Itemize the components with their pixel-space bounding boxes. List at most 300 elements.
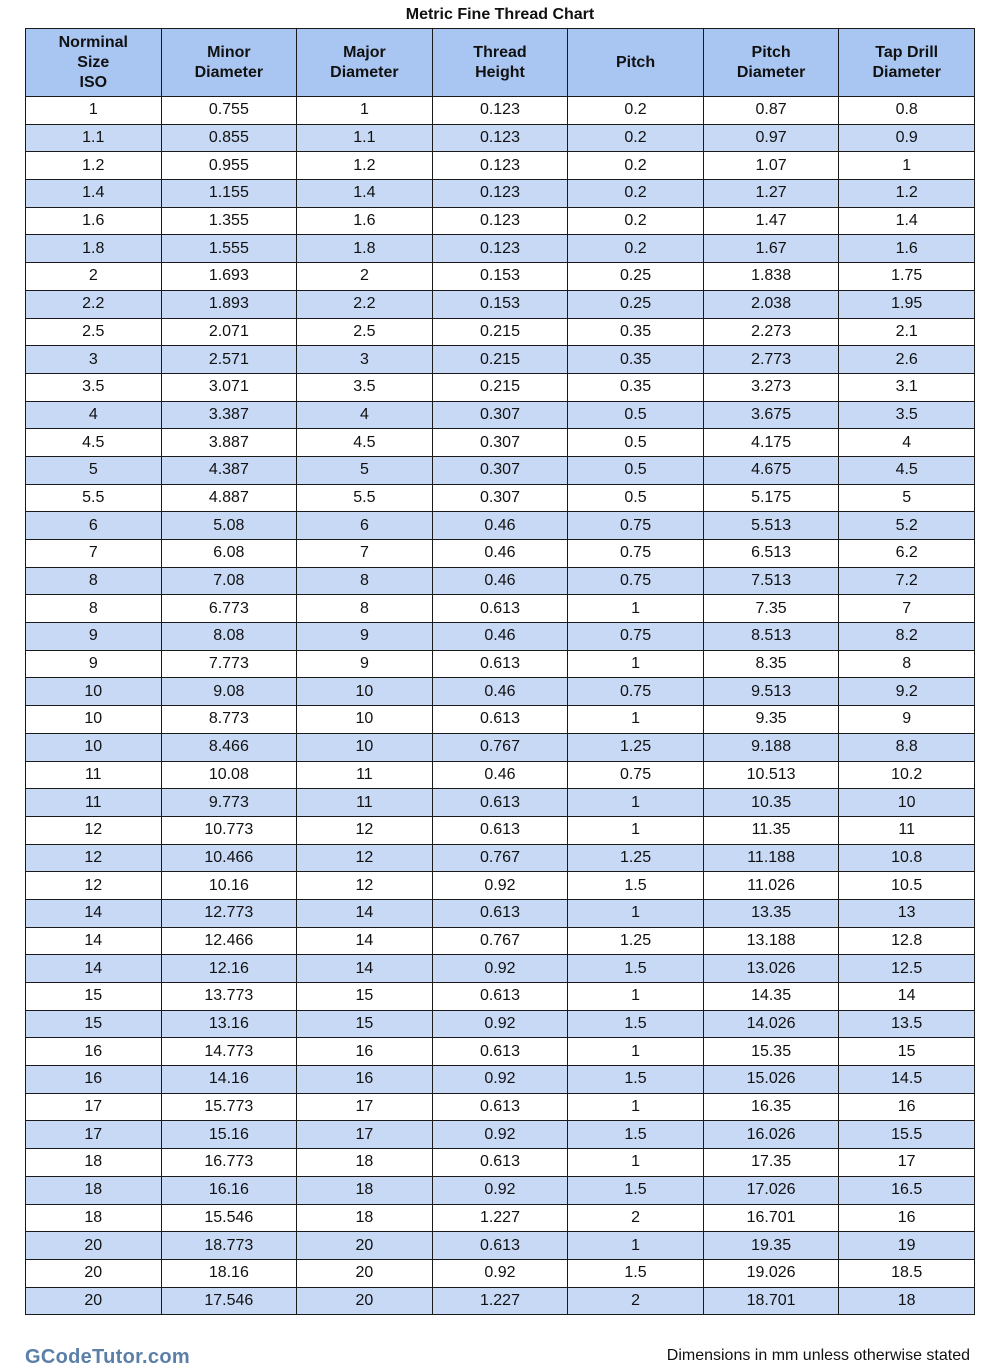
table-cell: 1 xyxy=(568,789,704,817)
table-cell: 2.038 xyxy=(703,290,839,318)
table-cell: 4.387 xyxy=(161,456,297,484)
table-cell: 12 xyxy=(297,816,433,844)
table-cell: 12.466 xyxy=(161,927,297,955)
table-row xyxy=(26,318,975,346)
table-cell: 1 xyxy=(568,706,704,734)
table-cell: 2 xyxy=(568,1204,704,1232)
table-cell: 0.2 xyxy=(568,97,704,125)
table-row xyxy=(26,290,975,318)
table-row xyxy=(26,761,975,789)
table-cell: 1.25 xyxy=(568,733,704,761)
table-cell: 8.8 xyxy=(839,733,975,761)
table-cell: 0.75 xyxy=(568,512,704,540)
table-cell: 9.513 xyxy=(703,678,839,706)
table-row xyxy=(26,180,975,208)
table-cell: 11 xyxy=(26,789,162,817)
table-cell: 0.92 xyxy=(432,872,568,900)
table-row xyxy=(26,789,975,817)
table-cell: 9.773 xyxy=(161,789,297,817)
table-cell: 4 xyxy=(297,401,433,429)
table-row xyxy=(26,1232,975,1260)
table-row xyxy=(26,512,975,540)
table-cell: 17 xyxy=(297,1121,433,1149)
table-cell: 1.693 xyxy=(161,263,297,291)
table-cell: 16 xyxy=(26,1066,162,1094)
table-cell: 1 xyxy=(568,1093,704,1121)
table-cell: 13.188 xyxy=(703,927,839,955)
table-cell: 1.5 xyxy=(568,1176,704,1204)
table-cell: 1.95 xyxy=(839,290,975,318)
table-cell: 0.92 xyxy=(432,1010,568,1038)
table-cell: 1 xyxy=(568,1232,704,1260)
table-cell: 1.5 xyxy=(568,1259,704,1287)
table-cell: 0.215 xyxy=(432,318,568,346)
table-cell: 0.123 xyxy=(432,124,568,152)
table-cell: 11.188 xyxy=(703,844,839,872)
table-row xyxy=(26,844,975,872)
table-cell: 10.35 xyxy=(703,789,839,817)
table-cell: 15.546 xyxy=(161,1204,297,1232)
table-cell: 1 xyxy=(568,650,704,678)
table-cell: 11 xyxy=(297,761,433,789)
table-cell: 18 xyxy=(297,1176,433,1204)
table-row xyxy=(26,429,975,457)
table-cell: 10 xyxy=(26,733,162,761)
table-cell: 0.5 xyxy=(568,456,704,484)
table-cell: 9 xyxy=(839,706,975,734)
column-header: Major Diameter xyxy=(297,29,433,97)
table-cell: 3.273 xyxy=(703,373,839,401)
table-row xyxy=(26,650,975,678)
column-header: Minor Diameter xyxy=(161,29,297,97)
table-cell: 16.773 xyxy=(161,1149,297,1177)
table-row xyxy=(26,97,975,125)
table-cell: 17.026 xyxy=(703,1176,839,1204)
table-cell: 12.773 xyxy=(161,899,297,927)
table-cell: 2.5 xyxy=(297,318,433,346)
table-cell: 14.026 xyxy=(703,1010,839,1038)
table-cell: 0.92 xyxy=(432,955,568,983)
table-cell: 3.887 xyxy=(161,429,297,457)
table-cell: 7.08 xyxy=(161,567,297,595)
table-cell: 0.46 xyxy=(432,512,568,540)
table-cell: 0.215 xyxy=(432,373,568,401)
table-cell: 14.5 xyxy=(839,1066,975,1094)
table-row xyxy=(26,595,975,623)
table-row xyxy=(26,1010,975,1038)
table-cell: 5.2 xyxy=(839,512,975,540)
table-cell: 12.16 xyxy=(161,955,297,983)
table-cell: 0.215 xyxy=(432,346,568,374)
table-cell: 0.613 xyxy=(432,1093,568,1121)
table-cell: 0.123 xyxy=(432,180,568,208)
table-cell: 4.5 xyxy=(26,429,162,457)
table-cell: 20 xyxy=(26,1259,162,1287)
table-cell: 8.513 xyxy=(703,623,839,651)
table-cell: 11 xyxy=(26,761,162,789)
table-cell: 10.08 xyxy=(161,761,297,789)
table-cell: 1.155 xyxy=(161,180,297,208)
table-row xyxy=(26,124,975,152)
table-cell: 13.16 xyxy=(161,1010,297,1038)
table-cell: 1.5 xyxy=(568,1010,704,1038)
table-row xyxy=(26,706,975,734)
table-cell: 15.026 xyxy=(703,1066,839,1094)
table-cell: 5.513 xyxy=(703,512,839,540)
table-cell: 16 xyxy=(839,1093,975,1121)
table-cell: 0.35 xyxy=(568,373,704,401)
table-cell: 4.175 xyxy=(703,429,839,457)
table-cell: 2.2 xyxy=(26,290,162,318)
table-cell: 9 xyxy=(26,623,162,651)
table-cell: 10 xyxy=(297,733,433,761)
table-cell: 14 xyxy=(26,899,162,927)
table-cell: 6 xyxy=(26,512,162,540)
table-cell: 15.773 xyxy=(161,1093,297,1121)
table-cell: 3 xyxy=(297,346,433,374)
table-cell: 1 xyxy=(568,899,704,927)
table-cell: 12 xyxy=(26,872,162,900)
table-row xyxy=(26,1149,975,1177)
table-cell: 0.613 xyxy=(432,595,568,623)
table-cell: 0.613 xyxy=(432,816,568,844)
column-header: Tap Drill Diameter xyxy=(839,29,975,97)
table-cell: 17 xyxy=(839,1149,975,1177)
table-cell: 0.307 xyxy=(432,484,568,512)
table-cell: 20 xyxy=(26,1232,162,1260)
table-cell: 11.35 xyxy=(703,816,839,844)
table-row xyxy=(26,1121,975,1149)
table-cell: 0.9 xyxy=(839,124,975,152)
table-cell: 5 xyxy=(297,456,433,484)
table-cell: 0.955 xyxy=(161,152,297,180)
table-cell: 0.2 xyxy=(568,180,704,208)
table-cell: 0.613 xyxy=(432,983,568,1011)
table-cell: 4 xyxy=(839,429,975,457)
table-cell: 18.5 xyxy=(839,1259,975,1287)
table-cell: 1.6 xyxy=(297,207,433,235)
table-cell: 8.773 xyxy=(161,706,297,734)
table-cell: 0.613 xyxy=(432,650,568,678)
table-cell: 1.5 xyxy=(568,955,704,983)
table-row xyxy=(26,540,975,568)
table-cell: 3.387 xyxy=(161,401,297,429)
table-cell: 2 xyxy=(568,1287,704,1315)
table-cell: 0.5 xyxy=(568,401,704,429)
table-cell: 12.5 xyxy=(839,955,975,983)
table-cell: 1.5 xyxy=(568,872,704,900)
table-cell: 3.675 xyxy=(703,401,839,429)
table-cell: 17 xyxy=(26,1121,162,1149)
table-cell: 0.613 xyxy=(432,899,568,927)
table-cell: 0.46 xyxy=(432,540,568,568)
table-cell: 9.35 xyxy=(703,706,839,734)
table-cell: 0.46 xyxy=(432,623,568,651)
table-cell: 0.2 xyxy=(568,124,704,152)
table-cell: 0.613 xyxy=(432,706,568,734)
table-cell: 5.5 xyxy=(26,484,162,512)
table-cell: 13 xyxy=(839,899,975,927)
table-cell: 1 xyxy=(568,1149,704,1177)
table-row xyxy=(26,567,975,595)
table-cell: 14.35 xyxy=(703,983,839,1011)
table-cell: 7 xyxy=(297,540,433,568)
table-cell: 0.2 xyxy=(568,207,704,235)
table-cell: 1.4 xyxy=(26,180,162,208)
table-cell: 0.97 xyxy=(703,124,839,152)
table-cell: 8 xyxy=(26,567,162,595)
table-cell: 0.8 xyxy=(839,97,975,125)
table-cell: 17.35 xyxy=(703,1149,839,1177)
table-cell: 19.026 xyxy=(703,1259,839,1287)
table-row xyxy=(26,401,975,429)
table-cell: 18 xyxy=(297,1204,433,1232)
table-cell: 17 xyxy=(26,1093,162,1121)
table-cell: 0.613 xyxy=(432,1149,568,1177)
table-cell: 1.75 xyxy=(839,263,975,291)
table-row xyxy=(26,235,975,263)
table-cell: 0.75 xyxy=(568,623,704,651)
table-row xyxy=(26,484,975,512)
table-row xyxy=(26,373,975,401)
table-cell: 5.5 xyxy=(297,484,433,512)
table-cell: 12 xyxy=(297,872,433,900)
table-row xyxy=(26,955,975,983)
table-cell: 0.46 xyxy=(432,567,568,595)
table-cell: 1 xyxy=(839,152,975,180)
table-cell: 1.2 xyxy=(26,152,162,180)
table-cell: 0.613 xyxy=(432,789,568,817)
table-cell: 7.773 xyxy=(161,650,297,678)
table-cell: 2.1 xyxy=(839,318,975,346)
table-cell: 0.25 xyxy=(568,290,704,318)
table-cell: 4.5 xyxy=(839,456,975,484)
table-cell: 8 xyxy=(297,567,433,595)
table-cell: 3 xyxy=(26,346,162,374)
table-cell: 0.87 xyxy=(703,97,839,125)
table-cell: 10.16 xyxy=(161,872,297,900)
table-row xyxy=(26,899,975,927)
table-cell: 10.466 xyxy=(161,844,297,872)
table-cell: 18 xyxy=(26,1204,162,1232)
table-cell: 16 xyxy=(26,1038,162,1066)
table-row xyxy=(26,678,975,706)
thread-table xyxy=(25,28,975,1315)
table-cell: 4.675 xyxy=(703,456,839,484)
table-cell: 0.75 xyxy=(568,761,704,789)
table-cell: 0.767 xyxy=(432,927,568,955)
table-cell: 16.701 xyxy=(703,1204,839,1232)
table-cell: 7 xyxy=(26,540,162,568)
table-cell: 1 xyxy=(297,97,433,125)
table-cell: 4 xyxy=(26,401,162,429)
table-cell: 10.773 xyxy=(161,816,297,844)
table-cell: 19.35 xyxy=(703,1232,839,1260)
table-cell: 15 xyxy=(26,983,162,1011)
table-cell: 5 xyxy=(26,456,162,484)
table-cell: 18 xyxy=(839,1287,975,1315)
table-cell: 18 xyxy=(26,1176,162,1204)
table-row xyxy=(26,1066,975,1094)
table-row xyxy=(26,1093,975,1121)
table-row xyxy=(26,1176,975,1204)
table-cell: 12.8 xyxy=(839,927,975,955)
table-cell: 1.893 xyxy=(161,290,297,318)
table-cell: 18.701 xyxy=(703,1287,839,1315)
table-cell: 0.767 xyxy=(432,733,568,761)
table-cell: 10 xyxy=(297,678,433,706)
table-cell: 16 xyxy=(297,1038,433,1066)
table-cell: 0.307 xyxy=(432,429,568,457)
table-cell: 0.92 xyxy=(432,1121,568,1149)
table-cell: 1.6 xyxy=(839,235,975,263)
table-row xyxy=(26,816,975,844)
table-cell: 1.8 xyxy=(297,235,433,263)
table-row xyxy=(26,733,975,761)
table-cell: 4.887 xyxy=(161,484,297,512)
table-cell: 7.513 xyxy=(703,567,839,595)
table-cell: 0.2 xyxy=(568,235,704,263)
table-cell: 18 xyxy=(26,1149,162,1177)
table-cell: 7.2 xyxy=(839,567,975,595)
table-cell: 0.613 xyxy=(432,1038,568,1066)
column-header: Pitch Diameter xyxy=(703,29,839,97)
table-cell: 6 xyxy=(297,512,433,540)
table-cell: 5.175 xyxy=(703,484,839,512)
table-cell: 1.227 xyxy=(432,1287,568,1315)
table-row xyxy=(26,927,975,955)
table-cell: 1.4 xyxy=(839,207,975,235)
table-row xyxy=(26,623,975,651)
table-cell: 14 xyxy=(297,955,433,983)
table-row xyxy=(26,207,975,235)
table-cell: 0.35 xyxy=(568,318,704,346)
table-cell: 1.1 xyxy=(26,124,162,152)
table-cell: 1.25 xyxy=(568,844,704,872)
table-cell: 15 xyxy=(26,1010,162,1038)
table-cell: 10 xyxy=(26,678,162,706)
table-cell: 10 xyxy=(26,706,162,734)
table-cell: 1.25 xyxy=(568,927,704,955)
table-cell: 8 xyxy=(297,595,433,623)
table-cell: 11 xyxy=(297,789,433,817)
table-cell: 1 xyxy=(568,595,704,623)
table-cell: 10 xyxy=(839,789,975,817)
table-cell: 20 xyxy=(297,1232,433,1260)
table-cell: 1.6 xyxy=(26,207,162,235)
table-row xyxy=(26,872,975,900)
table-cell: 14.16 xyxy=(161,1066,297,1094)
table-cell: 19 xyxy=(839,1232,975,1260)
table-cell: 1.4 xyxy=(297,180,433,208)
table-cell: 8.2 xyxy=(839,623,975,651)
table-cell: 9 xyxy=(297,650,433,678)
table-cell: 15 xyxy=(839,1038,975,1066)
table-cell: 1.2 xyxy=(297,152,433,180)
table-cell: 14 xyxy=(297,927,433,955)
table-cell: 18.16 xyxy=(161,1259,297,1287)
table-cell: 6.08 xyxy=(161,540,297,568)
table-cell: 10.513 xyxy=(703,761,839,789)
table-cell: 6.773 xyxy=(161,595,297,623)
table-cell: 10 xyxy=(297,706,433,734)
table-cell: 1 xyxy=(26,97,162,125)
table-cell: 6.513 xyxy=(703,540,839,568)
table-cell: 0.5 xyxy=(568,484,704,512)
table-row xyxy=(26,456,975,484)
table-row xyxy=(26,346,975,374)
table-cell: 12 xyxy=(26,844,162,872)
table-cell: 0.613 xyxy=(432,1232,568,1260)
table-cell: 15.5 xyxy=(839,1121,975,1149)
table-cell: 10.5 xyxy=(839,872,975,900)
table-cell: 16.35 xyxy=(703,1093,839,1121)
table-cell: 8.35 xyxy=(703,650,839,678)
table-cell: 0.75 xyxy=(568,678,704,706)
table-row xyxy=(26,1038,975,1066)
table-cell: 10.2 xyxy=(839,761,975,789)
units-footnote: Dimensions in mm unless otherwise stated xyxy=(666,1347,970,1364)
table-cell: 0.92 xyxy=(432,1259,568,1287)
table-cell: 0.75 xyxy=(568,567,704,595)
table-cell: 17.546 xyxy=(161,1287,297,1315)
table-body xyxy=(26,97,975,1315)
table-cell: 10.8 xyxy=(839,844,975,872)
table-cell: 0.5 xyxy=(568,429,704,457)
table-cell: 7.35 xyxy=(703,595,839,623)
table-cell: 13.35 xyxy=(703,899,839,927)
table-cell: 14.773 xyxy=(161,1038,297,1066)
table-cell: 18.773 xyxy=(161,1232,297,1260)
table-cell: 16 xyxy=(297,1066,433,1094)
table-cell: 0.123 xyxy=(432,97,568,125)
table-cell: 0.307 xyxy=(432,456,568,484)
table-cell: 14 xyxy=(839,983,975,1011)
table-cell: 1.47 xyxy=(703,207,839,235)
table-cell: 0.767 xyxy=(432,844,568,872)
table-cell: 3.5 xyxy=(297,373,433,401)
table-cell: 0.46 xyxy=(432,761,568,789)
column-header: Thread Height xyxy=(432,29,568,97)
table-cell: 0.25 xyxy=(568,263,704,291)
table-cell: 2.773 xyxy=(703,346,839,374)
table-cell: 1.8 xyxy=(26,235,162,263)
table-cell: 14 xyxy=(26,927,162,955)
site-logo[interactable]: GCodeTutor.com xyxy=(25,1346,190,1368)
table-cell: 0.153 xyxy=(432,290,568,318)
table-cell: 2.071 xyxy=(161,318,297,346)
table-cell: 2.571 xyxy=(161,346,297,374)
table-cell: 11 xyxy=(839,816,975,844)
table-cell: 1.227 xyxy=(432,1204,568,1232)
table-cell: 20 xyxy=(297,1287,433,1315)
table-cell: 1.27 xyxy=(703,180,839,208)
table-cell: 1.07 xyxy=(703,152,839,180)
chart-title: Metric Fine Thread Chart xyxy=(405,6,595,23)
table-cell: 2.6 xyxy=(839,346,975,374)
table-cell: 15 xyxy=(297,983,433,1011)
table-cell: 11.026 xyxy=(703,872,839,900)
table-cell: 5.08 xyxy=(161,512,297,540)
table-cell: 13.5 xyxy=(839,1010,975,1038)
table-cell: 16.026 xyxy=(703,1121,839,1149)
table-cell: 9.188 xyxy=(703,733,839,761)
table-cell: 0.307 xyxy=(432,401,568,429)
table-cell: 2 xyxy=(297,263,433,291)
table-cell: 15 xyxy=(297,1010,433,1038)
table-cell: 13.026 xyxy=(703,955,839,983)
header-row xyxy=(26,29,975,97)
